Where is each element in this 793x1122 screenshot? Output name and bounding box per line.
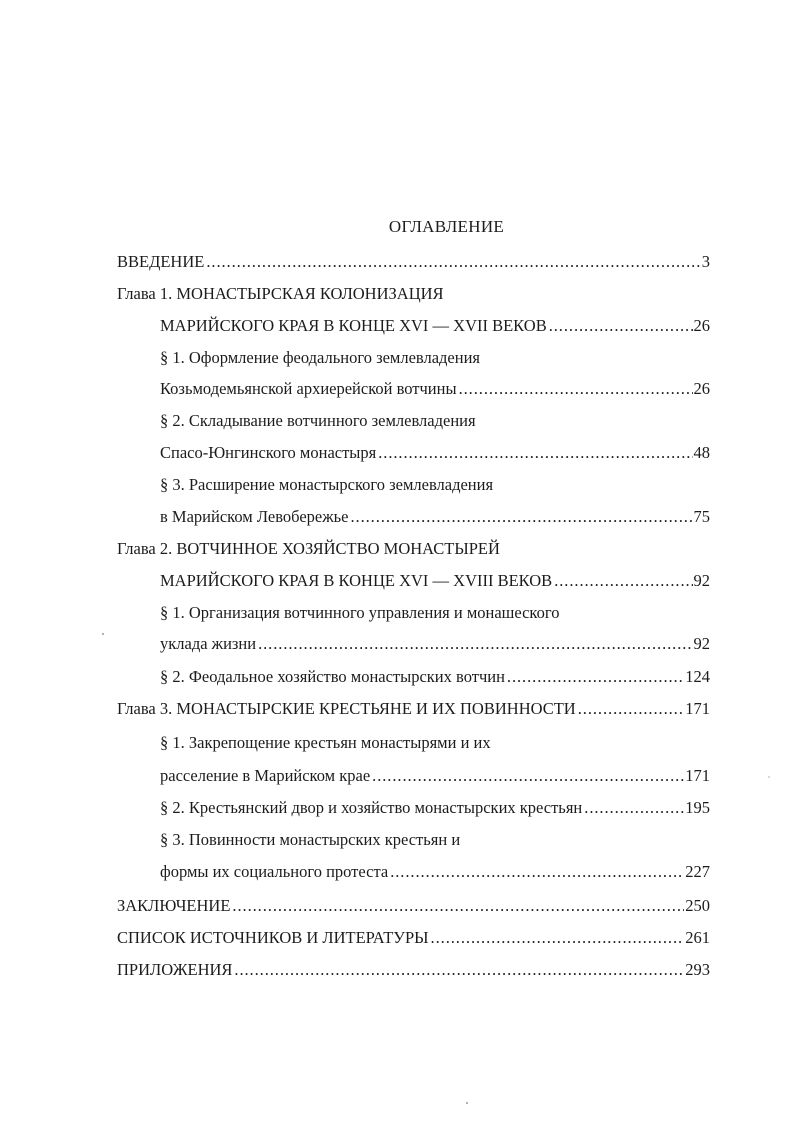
toc-entry-conclusion (117, 894, 710, 918)
toc-page-number: 26 (693, 316, 710, 335)
toc-ch2-section-1-entry (160, 632, 710, 656)
dot-leader (258, 632, 692, 656)
toc-ch1-section-3-heading: § 3. Расширение монастырского землевладения (160, 475, 494, 494)
toc-entry-text: § 2. Феодальное хозяйство монастырских вотчин (160, 667, 505, 686)
toc-page-number: 3 (701, 252, 710, 271)
toc-chapter-2-entry (160, 569, 710, 593)
toc-entry-text: Козьмодемьянской архиерейской вотчины (160, 379, 457, 398)
toc-ch1-section-3-entry (160, 505, 710, 529)
toc-ch3-section-1-entry (160, 764, 710, 788)
toc-page-number: 171 (685, 699, 710, 718)
toc-entry-text: ВВЕДЕНИЕ (117, 252, 205, 271)
toc-ch3-section-3-heading: § 3. Повинности монастырских крестьян и (160, 830, 461, 849)
dot-leader (549, 314, 693, 338)
toc-page-number: 124 (685, 667, 710, 686)
dot-leader (232, 894, 684, 918)
dot-leader (507, 665, 684, 689)
dot-leader (378, 441, 692, 465)
toc-page-number: 26 (693, 379, 710, 398)
toc-ch2-section-1-heading: § 1. Организация вотчинного управления и монашеского (160, 603, 560, 622)
dot-leader (584, 796, 684, 820)
toc-page-number: 227 (685, 862, 710, 881)
toc-title: ОГЛАВЛЕНИЕ (388, 217, 505, 236)
toc-page-number: 92 (693, 571, 710, 590)
toc-page-number: 250 (685, 896, 710, 915)
scan-speck (102, 633, 104, 635)
dot-leader (459, 377, 693, 401)
dot-leader (234, 958, 684, 982)
toc-page-number: 195 (685, 798, 710, 817)
toc-page-number: 293 (685, 960, 710, 979)
toc-ch1-section-1-heading: § 1. Оформление феодального землевладения (160, 348, 481, 367)
dot-leader (578, 697, 685, 721)
toc-ch1-section-2-entry (160, 441, 710, 465)
toc-entry-text: ПРИЛОЖЕНИЯ (117, 960, 233, 979)
toc-ch3-section-3-entry (160, 860, 710, 884)
toc-entry-text: ЗАКЛЮЧЕНИЕ (117, 896, 231, 915)
toc-page-number: 171 (685, 766, 710, 785)
toc-entry-sources (117, 926, 710, 950)
dot-leader (350, 505, 692, 529)
toc-ch1-section-1-entry (160, 377, 710, 401)
toc-page-number: 75 (693, 507, 710, 526)
toc-entry-appendix (117, 958, 710, 982)
scan-speck (768, 776, 770, 778)
dot-leader (431, 926, 685, 950)
toc-entry-introduction (117, 250, 710, 274)
toc-ch3-section-1-heading: § 1. Закрепощение крестьян монастырями и их (160, 733, 491, 752)
dot-leader (372, 764, 684, 788)
toc-ch2-section-2-entry (160, 665, 710, 689)
toc-entry-text: § 2. Крестьянский двор и хозяйство монастырских крестьян (160, 798, 583, 817)
toc-chapter-2-heading: Глава 2. ВОТЧИННОЕ ХОЗЯЙСТВО МОНАСТЫРЕЙ (117, 539, 500, 558)
dot-leader (390, 860, 684, 884)
toc-page-number: 261 (685, 928, 710, 947)
toc-chapter-3-entry (117, 697, 710, 721)
dot-leader (206, 250, 700, 274)
toc-entry-text: в Марийском Левобережье (160, 507, 349, 526)
toc-entry-text: МАРИЙСКОГО КРАЯ В КОНЦЕ XVI — XVIII ВЕКОВ (160, 571, 553, 590)
toc-chapter-1-entry (160, 314, 710, 338)
toc-entry-text: Спасо-Юнгинского монастыря (160, 443, 377, 462)
toc-entry-text: расселение в Марийском крае (160, 766, 371, 785)
toc-entry-text: МАРИЙСКОГО КРАЯ В КОНЦЕ XVI — XVII ВЕКОВ (160, 316, 547, 335)
toc-chapter-1-heading: Глава 1. МОНАСТЫРСКАЯ КОЛОНИЗАЦИЯ (117, 284, 444, 303)
toc-entry-text: СПИСОК ИСТОЧНИКОВ И ЛИТЕРАТУРЫ (117, 928, 429, 947)
toc-entry-text: Глава 3. МОНАСТЫРСКИЕ КРЕСТЬЯНЕ И ИХ ПОВИННОСТИ (117, 699, 576, 718)
toc-ch1-section-2-heading: § 2. Складывание вотчинного землевладения (160, 411, 476, 430)
toc-page-number: 48 (693, 443, 710, 462)
scan-speck (466, 1102, 468, 1104)
toc-page-number: 92 (693, 634, 710, 653)
toc-entry-text: уклада жизни (160, 634, 257, 653)
toc-ch3-section-2-entry (160, 796, 710, 820)
toc-entry-text: формы их социального протеста (160, 862, 389, 881)
dot-leader (554, 569, 692, 593)
